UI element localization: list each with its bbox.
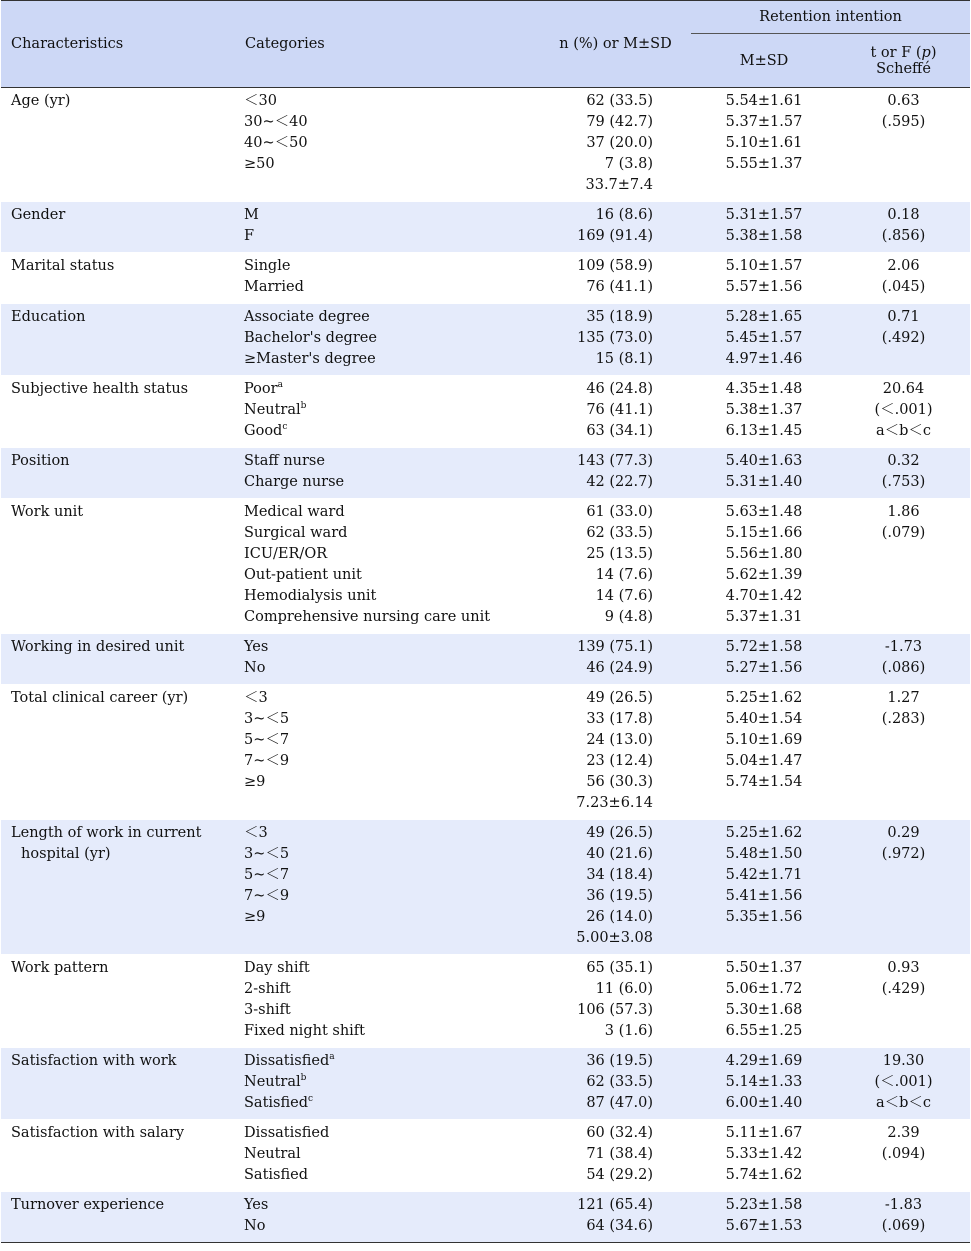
characteristic-cell: Age (yr) <box>1 88 244 202</box>
category-label: Single <box>244 258 291 274</box>
header-retention-intention: Retention intention <box>691 1 970 34</box>
table-row <box>1 253 970 304</box>
category-cell <box>244 1048 540 1120</box>
msd-cell: 5.25±1.62 5.40±1.54 5.10±1.69 5.04±1.47 5.74±1.54 <box>691 685 837 820</box>
table-row <box>1 820 970 955</box>
category-label: ICU/ER/OR <box>244 546 328 562</box>
category-label: 3-shift <box>244 1002 291 1018</box>
category-label: Neutral$^b$ <box>244 1073 307 1090</box>
n-percent-cell: 139 (75.1) 46 (24.9) <box>540 634 691 685</box>
characteristic-cell: Turnover experience <box>1 1192 244 1243</box>
n-percent-cell: 143 (77.3) 42 (22.7) <box>540 448 691 499</box>
category-label: 2-shift <box>244 981 291 997</box>
n-percent-cell: 61 (33.0) 62 (33.5) 25 (13.5) 14 (7.6) 14 (7.6) 9 (4.8) <box>540 499 691 634</box>
category-cell <box>244 376 540 448</box>
test-stat-cell: 1.27 (.283) <box>837 685 970 820</box>
category-label: Satisfied <box>244 1167 309 1183</box>
category-cell <box>244 304 540 376</box>
n-percent-cell: 60 (32.4) 71 (38.4) 54 (29.2) <box>540 1120 691 1192</box>
test-stat-cell: 0.93 (.429) <box>837 955 970 1048</box>
characteristic-cell: Gender <box>1 202 244 253</box>
header-n: n (%) or M±SD <box>540 1 691 88</box>
msd-cell: 5.72±1.58 5.27±1.56 <box>691 634 837 685</box>
category-label: No <box>244 1218 266 1234</box>
n-percent-cell: 49 (26.5) 40 (21.6) 34 (18.4) 36 (19.5) 26 (14.0) 5.00±3.08 <box>540 820 691 955</box>
category-label: 7~＜9 <box>244 888 290 904</box>
test-stat-cell: 0.18 (.856) <box>837 202 970 253</box>
category-label: Satisfied$^c$ <box>244 1094 314 1111</box>
test-stat-cell: 0.32 (.753) <box>837 448 970 499</box>
characteristic-cell: Length of work in current hospital (yr) <box>1 820 244 955</box>
msd-cell: 5.11±1.67 5.33±1.42 5.74±1.62 <box>691 1120 837 1192</box>
table-row <box>1 202 970 253</box>
characteristic-cell: Position <box>1 448 244 499</box>
msd-cell: 5.50±1.37 5.06±1.72 5.30±1.68 6.55±1.25 <box>691 955 837 1048</box>
category-cell <box>244 685 540 820</box>
category-label: Out-patient unit <box>244 567 362 583</box>
category-cell <box>244 202 540 253</box>
category-label: Medical ward <box>244 504 345 520</box>
table-row <box>1 1048 970 1120</box>
category-label: Yes <box>244 1197 269 1213</box>
characteristic-cell: Education <box>1 304 244 376</box>
table-row <box>1 1192 970 1243</box>
table-row <box>1 634 970 685</box>
table-row <box>1 448 970 499</box>
msd-cell: 5.31±1.57 5.38±1.58 <box>691 202 837 253</box>
msd-cell: 5.23±1.58 5.67±1.53 <box>691 1192 837 1243</box>
msd-cell: 5.63±1.48 5.15±1.66 5.56±1.80 5.62±1.39 4.70±1.42 5.37±1.31 <box>691 499 837 634</box>
category-label: F <box>244 228 255 244</box>
test-stat-cell: 1.86 (.079) <box>837 499 970 634</box>
table-header <box>1 1 970 88</box>
msd-cell: 5.40±1.63 5.31±1.40 <box>691 448 837 499</box>
category-label: Good$^c$ <box>244 422 288 439</box>
category-label: Hemodialysis unit <box>244 588 377 604</box>
test-stat-cell: 0.63 (.595) <box>837 88 970 202</box>
table-row <box>1 685 970 820</box>
category-label: 40~＜50 <box>244 135 308 151</box>
msd-cell: 5.28±1.65 5.45±1.57 4.97±1.46 <box>691 304 837 376</box>
category-label: ≥50 <box>244 156 275 172</box>
category-label: M <box>244 207 259 223</box>
n-percent-cell: 121 (65.4) 64 (34.6) <box>540 1192 691 1243</box>
category-label: Neutral <box>244 1146 301 1162</box>
test-stat-cell: 20.64 (＜.001) a＜b＜c <box>837 376 970 448</box>
header-categories: Categories <box>244 1 540 88</box>
category-label: Neutral$^b$ <box>244 401 307 418</box>
category-cell <box>244 499 540 634</box>
category-cell <box>244 1120 540 1192</box>
category-label: Married <box>244 279 304 295</box>
category-label: 7~＜9 <box>244 753 290 769</box>
category-cell <box>244 820 540 955</box>
characteristic-cell: Marital status <box>1 253 244 304</box>
characteristic-cell: Working in desired unit <box>1 634 244 685</box>
header-msd: M±SD <box>691 34 837 88</box>
characteristic-cell: Satisfaction with salary <box>1 1120 244 1192</box>
msd-cell: 5.54±1.61 5.37±1.57 5.10±1.61 5.55±1.37 <box>691 88 837 202</box>
category-label: ≥9 <box>244 774 266 790</box>
msd-cell: 4.29±1.69 5.14±1.33 6.00±1.40 <box>691 1048 837 1120</box>
n-percent-cell: 65 (35.1) 11 (6.0) 106 (57.3) 3 (1.6) <box>540 955 691 1048</box>
n-percent-cell: 109 (58.9) 76 (41.1) <box>540 253 691 304</box>
category-label: Yes <box>244 639 269 655</box>
category-cell <box>244 1192 540 1243</box>
n-percent-cell: 46 (24.8) 76 (41.1) 63 (34.1) <box>540 376 691 448</box>
category-label: ＜3 <box>244 690 268 706</box>
table-row <box>1 304 970 376</box>
msd-cell: 5.10±1.57 5.57±1.56 <box>691 253 837 304</box>
n-percent-cell: 62 (33.5) 79 (42.7) 37 (20.0) 7 (3.8) 33.7±7.4 <box>540 88 691 202</box>
characteristic-cell: Work pattern <box>1 955 244 1048</box>
test-stat-cell: 2.39 (.094) <box>837 1120 970 1192</box>
category-label: ≥9 <box>244 909 266 925</box>
category-cell <box>244 88 540 202</box>
characteristic-cell: Total clinical career (yr) <box>1 685 244 820</box>
table-row <box>1 376 970 448</box>
test-stat-cell: 2.06 (.045) <box>837 253 970 304</box>
header-characteristics: Characteristics <box>1 1 244 88</box>
test-stat-cell: -1.73 (.086) <box>837 634 970 685</box>
header-t-f: t or F (p) Scheffé <box>837 34 970 88</box>
category-label: Associate degree <box>244 309 370 325</box>
test-stat-cell: 0.29 (.972) <box>837 820 970 955</box>
category-label: Comprehensive nursing care unit <box>244 609 491 625</box>
characteristics-table <box>1 0 970 1243</box>
category-cell <box>244 634 540 685</box>
test-stat-cell: 19.30 (＜.001) a＜b＜c <box>837 1048 970 1120</box>
n-percent-cell: 36 (19.5) 62 (33.5) 87 (47.0) <box>540 1048 691 1120</box>
table-row <box>1 88 970 202</box>
category-cell <box>244 448 540 499</box>
category-label: Staff nurse <box>244 453 325 469</box>
n-percent-cell: 35 (18.9) 135 (73.0) 15 (8.1) <box>540 304 691 376</box>
test-stat-cell: -1.83 (.069) <box>837 1192 970 1243</box>
category-label: 30~＜40 <box>244 114 308 130</box>
category-label: ＜3 <box>244 825 268 841</box>
characteristic-cell: Satisfaction with work <box>1 1048 244 1120</box>
n-percent-cell: 49 (26.5) 33 (17.8) 24 (13.0) 23 (12.4) 56 (30.3) 7.23±6.14 <box>540 685 691 820</box>
category-label: No <box>244 660 266 676</box>
msd-cell: 4.35±1.48 5.38±1.37 6.13±1.45 <box>691 376 837 448</box>
category-label: Charge nurse <box>244 474 345 490</box>
category-label: 3~＜5 <box>244 711 290 727</box>
table-row <box>1 955 970 1048</box>
category-cell <box>244 955 540 1048</box>
table-row <box>1 499 970 634</box>
table-row <box>1 1120 970 1192</box>
category-label: ≥Master's degree <box>244 351 376 367</box>
category-label: 5~＜7 <box>244 732 290 748</box>
category-label: Bachelor's degree <box>244 330 377 346</box>
characteristic-cell: Subjective health status <box>1 376 244 448</box>
category-label: Fixed night shift <box>244 1023 365 1039</box>
category-label: Dissatisfied$^a$ <box>244 1052 335 1069</box>
test-stat-cell: 0.71 (.492) <box>837 304 970 376</box>
category-label: Dissatisfied <box>244 1125 330 1141</box>
category-label: Poor$^a$ <box>244 380 283 397</box>
characteristic-cell: Work unit <box>1 499 244 634</box>
msd-cell: 5.25±1.62 5.48±1.50 5.42±1.71 5.41±1.56 5.35±1.56 <box>691 820 837 955</box>
category-label: Day shift <box>244 960 310 976</box>
category-label: ＜30 <box>244 93 277 109</box>
category-label: 5~＜7 <box>244 867 290 883</box>
n-percent-cell: 16 (8.6) 169 (91.4) <box>540 202 691 253</box>
table-body <box>1 88 970 1243</box>
category-label: Surgical ward <box>244 525 348 541</box>
category-label: 3~＜5 <box>244 846 290 862</box>
category-cell <box>244 253 540 304</box>
